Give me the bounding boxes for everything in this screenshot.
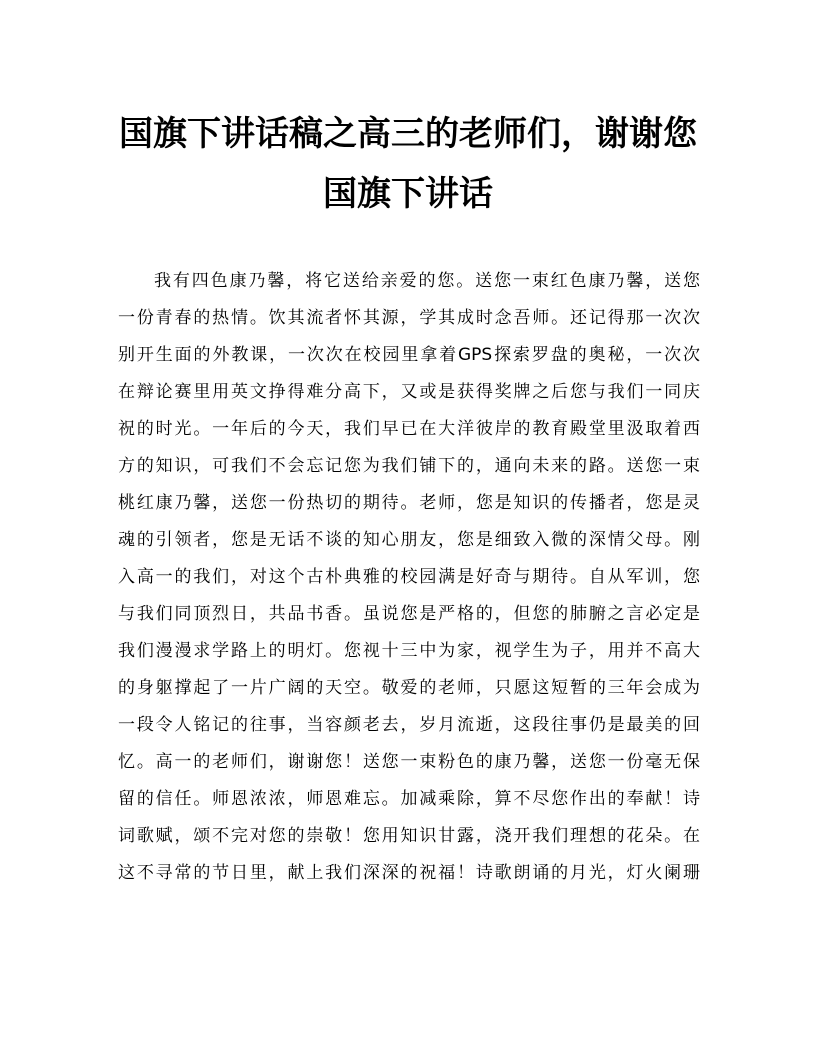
body-line: 的身躯撑起了一片广阔的天空。敬爱的老师，只愿这短暂的三年会成为 (118, 678, 700, 698)
body-line: 我有四色康乃馨，将它送给亲爱的您。送您一束红色康乃馨，送您 (154, 271, 700, 291)
body-line: 我们漫漫求学路上的明灯。您视十三中为家，视学生为子，用并不高大 (118, 641, 700, 661)
body-paragraph (118, 263, 700, 892)
title-line-2: 国旗下讲话 (323, 174, 493, 214)
body-line: 一段令人铭记的往事，当容颜老去，岁月流逝，这段往事仍是最美的回 (118, 715, 700, 735)
body-line: 留的信任。师恩浓浓，师恩难忘。加减乘除，算不尽您作出的奉献！诗 (118, 789, 700, 809)
body-line: 这不寻常的节日里，献上我们深深的祝福！诗歌朗诵的月光，灯火阑珊 (118, 863, 700, 883)
page-title (100, 104, 716, 224)
body-line: 别开生面的外教课，一次次在校园里拿着GPS探索罗盘的奥秘，一次次 (118, 345, 700, 365)
body-line: 与我们同顶烈日，共品书香。虽说您是严格的，但您的肺腑之言必定是 (118, 604, 700, 624)
body-line: 在辩论赛里用英文挣得难分高下，又或是获得奖牌之后您与我们一同庆 (118, 382, 700, 402)
body-line: 祝的时光。一年后的今天，我们早已在大洋彼岸的教育殿堂里汲取着西 (118, 419, 700, 439)
body-line: 魂的引领者，您是无话不谈的知心朋友，您是细致入微的深情父母。刚 (118, 530, 700, 550)
body-line: 方的知识，可我们不会忘记您为我们铺下的，通向未来的路。送您一束 (118, 456, 700, 476)
title-line-1: 国旗下讲话稿之高三的老师们，谢谢您 (119, 114, 697, 154)
body-line: 一份青春的热情。饮其流者怀其源，学其成时念吾师。还记得那一次次 (118, 308, 700, 328)
body-line: 词歌赋，颂不完对您的崇敬！您用知识甘露，浇开我们理想的花朵。在 (118, 826, 700, 846)
body-line: 桃红康乃馨，送您一份热切的期待。老师，您是知识的传播者，您是灵 (118, 493, 700, 513)
body-line: 忆。高一的老师们，谢谢您！送您一束粉色的康乃馨，送您一份毫无保 (118, 752, 700, 772)
body-line: 入高一的我们，对这个古朴典雅的校园满是好奇与期待。自从军训，您 (118, 567, 700, 587)
